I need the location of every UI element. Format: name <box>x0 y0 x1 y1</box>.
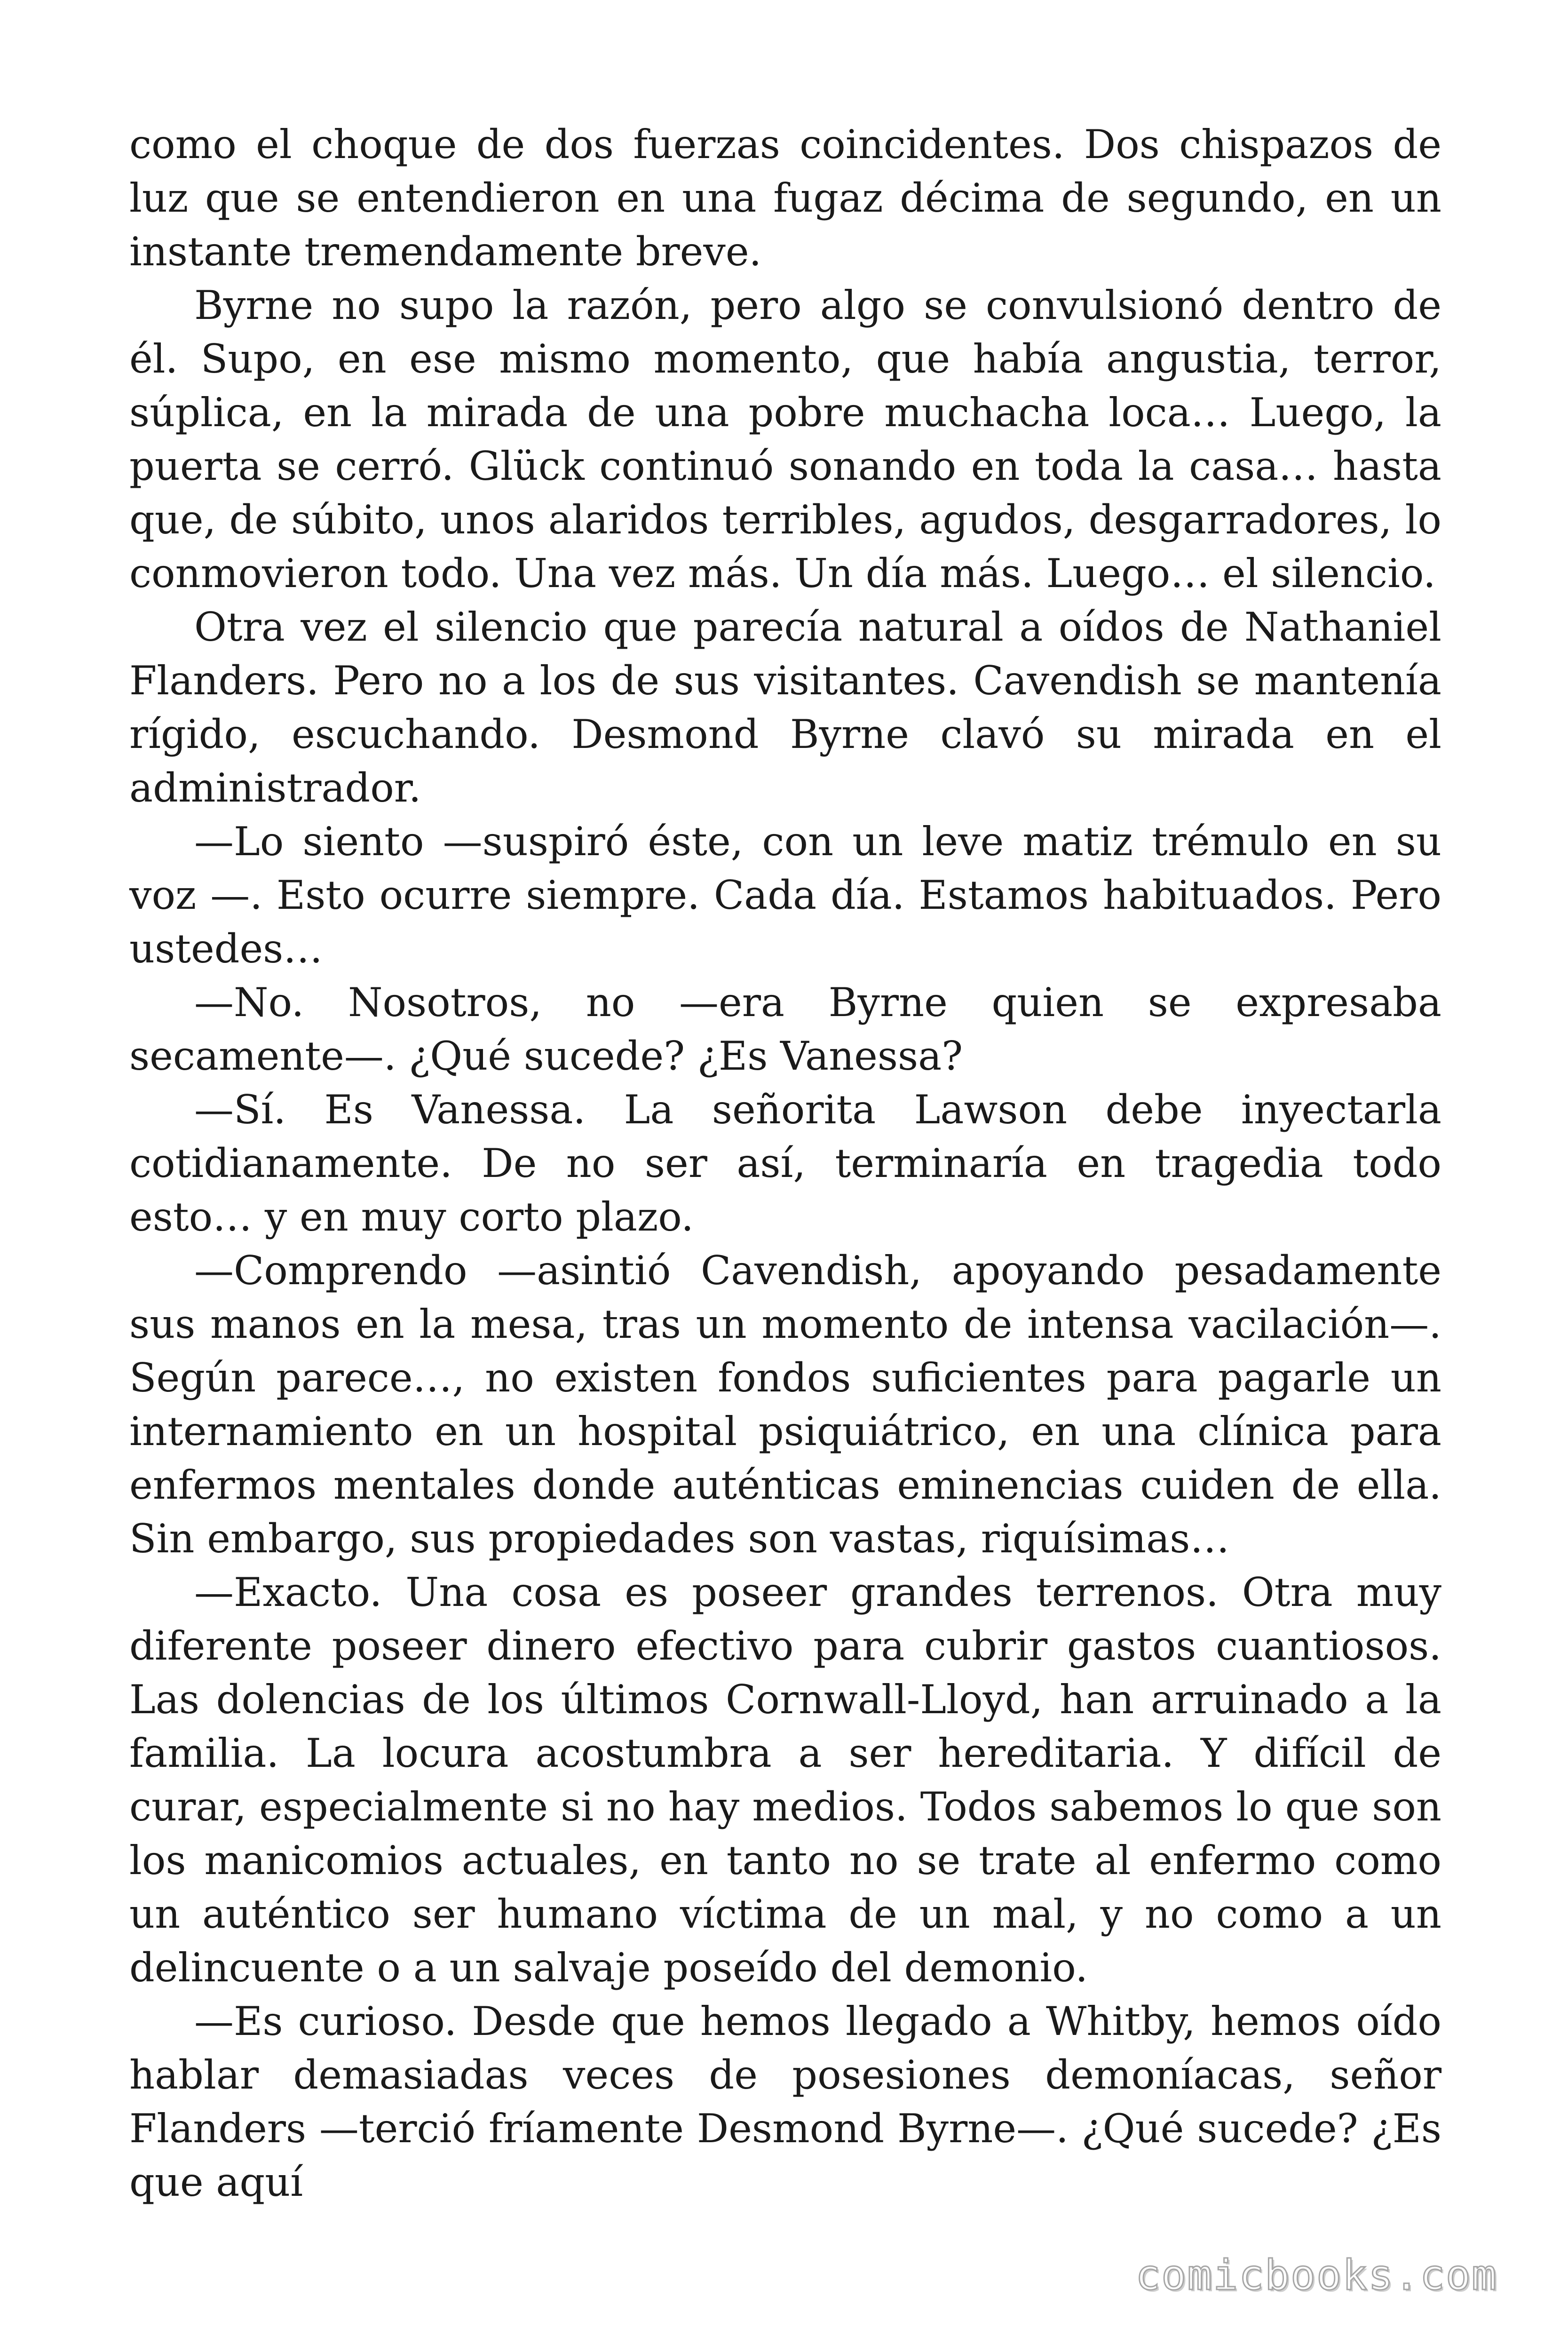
page-text-body <box>129 118 1441 2209</box>
paragraph-7: —Comprendo —asintió Cavendish, apoyando pesadamente sus manos en la mesa, tras un momento de intensa vacilación—. Según parece…, no existen fondos suficientes para pagarle un internamiento en un hospital psiquiátrico, en una clínica para enfermos mentales donde auténticas eminencias cuiden de ella. Sin embargo, sus propiedades son vastas, riquísimas… <box>129 1248 1441 1562</box>
paragraph-1: como el choque de dos fuerzas coincidentes. Dos chispazos de luz que se entendieron en una fugaz décima de segundo, en un instante tremendamente breve. <box>129 121 1441 275</box>
paragraph-5: —No. Nosotros, no —era Byrne quien se expresaba secamente—. ¿Qué sucede? ¿Es Vanessa? <box>129 979 1441 1079</box>
paragraph-3: Otra vez el silencio que parecía natural a oídos de Nathaniel Flanders. Pero no a los de sus visitantes. Cavendish se mantenía rígido, escuchando. Desmond Byrne clavó su mirada en el administrador. <box>129 604 1441 811</box>
paragraph-6: —Sí. Es Vanessa. La señorita Lawson debe inyectarla cotidianamente. De no ser así, terminaría en tragedia todo esto… y en muy corto plazo. <box>129 1087 1441 1240</box>
paragraph-8: —Exacto. Una cosa es poseer grandes terrenos. Otra muy diferente poseer dinero efectivo para cubrir gastos cuantiosos. Las dolencias de los últimos Cornwall-Lloyd, han arruinado a la familia. La locura acostumbra a ser hereditaria. Y difícil de curar, especialmente si no hay medios. Todos sabemos lo que son los manicomios actuales, en tanto no se trate al enfermo como un auténtico ser humano víctima de un mal, y no como a un delincuente o a un salvaje poseído del demonio. <box>129 1569 1441 1991</box>
paragraph-2: Byrne no supo la razón, pero algo se convulsionó dentro de él. Supo, en ese mismo momento, que había angustia, terror, súplica, en la mirada de una pobre muchacha loca… Luego, la puerta se cerró. Glück continuó sonando en toda la casa… hasta que, de súbito, unos alaridos terribles, agudos, desgarradores, lo conmovieron todo. Una vez más. Un día más. Luego… el silencio. <box>129 282 1441 596</box>
paragraph-4: —Lo siento —suspiró éste, con un leve matiz trémulo en su voz —. Esto ocurre siempre. Cada día. Estamos habituados. Pero ustedes… <box>129 818 1441 972</box>
watermark-text: comicbooks.com <box>1135 2251 1497 2299</box>
paragraph-9: —Es curioso. Desde que hemos llegado a Whitby, hemos oído hablar demasiadas veces de posesiones demoníacas, señor Flanders —terció fríamente Desmond Byrne—. ¿Qué sucede? ¿Es que aquí <box>129 1998 1441 2205</box>
